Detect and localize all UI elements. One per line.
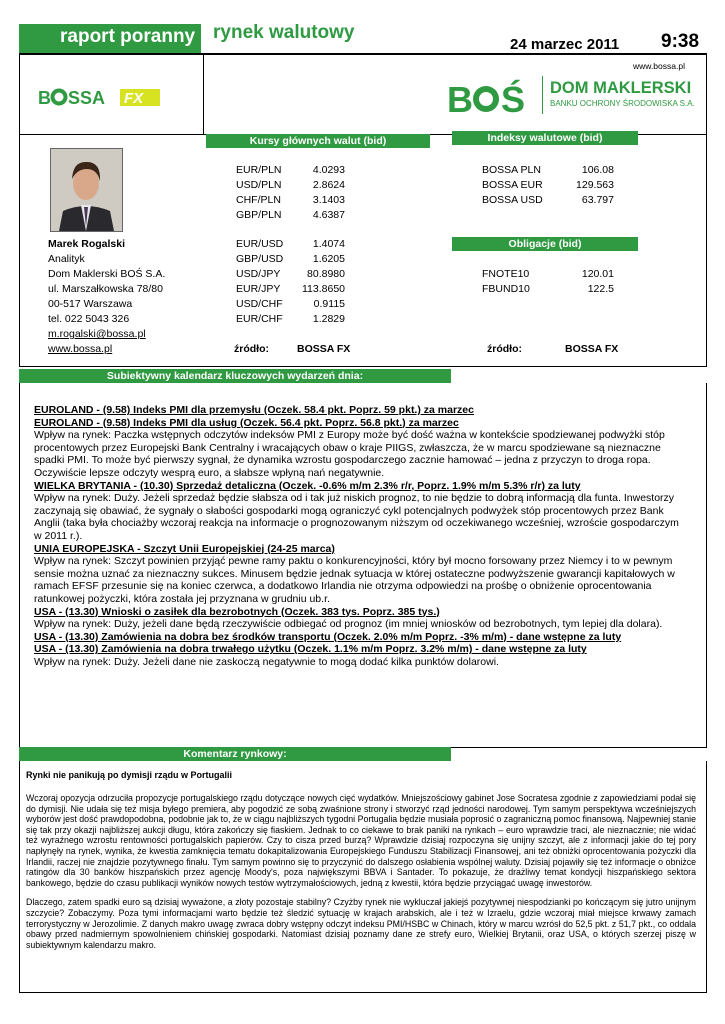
fx-pair: USD/CHF	[236, 298, 283, 310]
commentary-paragraph: Dlaczego, zatem spadki euro są dzisiaj wyważone, a złoty pozostaje stabilny? Czyżby rynek nie wykluczał jakiejś pozytywnej niespodzianki po kończącym się jutro unijnym szczycie? Zobaczymy. Poza tymi informacjami warto będzie też śledzić sytuację w krajach arabskich, ale i też w Izraelu, gdzie wczoraj miał miejsce krwawy zamach terrorystyczny w Jerozolimie. Z danych makro uwagę zwraca dobry wstępny odczyt indeksu PMI/HSBC w Chinach, który w marcu wzrósł do 52,5 pkt. z 51,7 pkt., co oddala obawy przed nadmiernym spowolnieniem chińskiej gospodarki. Natomiast dzisiaj poznamy dane ze strefy euro, Wielkiej Brytanii, oraz USA, o których szerzej piszę w subiektywnym kalendarzu makro.	[26, 897, 696, 950]
bond-name: FBUND10	[482, 283, 530, 295]
svg-text:B: B	[38, 88, 51, 108]
analyst-name: Marek Rogalski	[48, 238, 126, 250]
analyst-company: Dom Maklerski BOŚ S.A.	[48, 268, 166, 280]
section-title: rynek walutowy	[213, 22, 355, 43]
bonds-table-header: Obligacje (bid)	[452, 237, 638, 251]
index-value: 106.08	[581, 164, 614, 176]
fx-table-header: Kursy głównych walut (bid)	[206, 134, 430, 148]
analyst-tel: tel. 022 5043 326	[48, 313, 130, 325]
bond-value: 120.01	[581, 268, 614, 280]
fx-pair: GBP/PLN	[236, 209, 282, 221]
fx-value: 1.2829	[312, 313, 345, 325]
header-website[interactable]: www.bossa.pl	[633, 61, 685, 71]
analyst-www-link[interactable]: www.bossa.pl	[48, 343, 113, 355]
analyst-street: ul. Marszałkowska 78/80	[48, 283, 163, 295]
fx-source-label: źródło:	[234, 343, 269, 355]
bos-logo-divider	[542, 76, 543, 114]
bossafx-logo	[38, 86, 163, 108]
calendar-body	[34, 404, 689, 668]
fx-value: 4.6387	[312, 209, 345, 221]
commentary-headline: Rynki nie panikują po dymisji rządu w Portugalii	[26, 770, 233, 780]
dm-subtitle: BANKU OCHRONY ŚRODOWISKA S.A.	[550, 99, 695, 108]
fx-value: 113.8650	[301, 283, 345, 295]
bonds-source: BOSSA FX	[565, 343, 619, 355]
analyst-email-link[interactable]: m.rogalski@bossa.pl	[48, 328, 146, 340]
fx-value: 3.1403	[312, 194, 345, 206]
fx-pair: EUR/PLN	[236, 164, 282, 176]
index-name: BOSSA EUR	[482, 179, 543, 191]
svg-text:FX: FX	[124, 90, 144, 107]
fx-value: 4.0293	[312, 164, 345, 176]
fx-pair: USD/PLN	[236, 179, 282, 191]
fx-pair: USD/JPY	[236, 268, 281, 280]
fx-pair: CHF/PLN	[236, 194, 281, 206]
event-heading: EUROLAND - (9.58) Indeks PMI dla usług (Oczek. 56.4 pkt. Poprz. 56.8 pkt.) za marzec	[34, 416, 459, 429]
event-impact: Wpływ na rynek: Duży, jeżeli dane będą rzeczywiście odbiegać od prognoz (im mniej wniosków od bezrobotnych, tym lepiej dla dolara).	[34, 618, 663, 631]
fx-value: 2.8624	[312, 179, 345, 191]
event-impact: Wpływ na rynek: Duży. Jeżeli dane nie zaskoczą negatywnie to mogą dodać kilka punktów dolarowi.	[34, 655, 499, 668]
commentary-body	[26, 793, 696, 959]
fx-value: 0.9115	[313, 298, 345, 310]
event-heading: USA - (13.30) Zamówienia na dobra trwałego użytku (Oczek. 1.1% m/m Poprz. 3.2% m/m) - dane wstępne za luty	[34, 643, 587, 656]
analyst-city: 00-517 Warszawa	[48, 298, 133, 310]
event-impact: Wpływ na rynek: Paczka wstępnych odczytów indeksów PMI z Europy może być dość ważna w kontekście spodziewanej podwyżki stóp procentowych przez Europejski Bank Centralny i wracających obaw o kraje PIIGS, zwłaszcza, że w marcu spodziewane są nieznaczne spadki PMI. To może być pierwszy sygnał, że dynamika wzrostu gospodarczego zacznie hamować – jedna z przyczyn to droga ropa. Oczywiście lepsze odczyty wesprą euro, a słabsze wpłyną nań negatywnie.	[34, 429, 665, 479]
bos-logo	[447, 74, 542, 118]
svg-text:B: B	[447, 79, 473, 118]
fx-pair: EUR/JPY	[236, 283, 281, 295]
fx-value: 80.8980	[307, 268, 345, 280]
fx-value: 1.6205	[312, 253, 345, 265]
index-value: 129.563	[576, 179, 614, 191]
index-name: BOSSA PLN	[482, 164, 541, 176]
svg-text:SSA: SSA	[68, 88, 106, 108]
fx-pair: EUR/CHF	[236, 313, 283, 325]
event-impact: Wpływ na rynek: Szczyt powinien przyjąć pewne ramy paktu o konkurencyjności, który był mocno forsowany przez Niemcy i to w pewnym sensie można uznać za nieznaczny sukces. Minusem będzie jednak sytuacja w której ostateczne podwyższenie gwarancji kapitałowych w ramach EFSF przesunie się na koniec czerwca, a dodatkowo Irlandia nie otrzyma odpowiedzi na prośbę o obniżenie oprocentowania ratunkowej pożyczki, która została jej przyznana w grudniu ub.r.	[34, 555, 675, 605]
event-heading: USA - (13.30) Wnioski o zasiłek dla bezrobotnych (Oczek. 383 tys. Poprz. 385 tys.)	[34, 605, 440, 618]
svg-text:Ś: Ś	[501, 79, 526, 118]
event-heading: WIELKA BRYTANIA - (10.30) Sprzedaż detaliczna (Oczek. -0.6% m/m 2.3% r/r, Poprz. 1.9% m/m 5.3% r/r) za luty	[34, 479, 581, 492]
commentary-header: Komentarz rynkowy:	[19, 747, 451, 761]
report-date: 24 marzec 2011	[510, 36, 620, 53]
analyst-photo	[50, 148, 123, 232]
bond-value: 122.5	[587, 283, 614, 295]
fx-pair: EUR/USD	[236, 238, 284, 250]
bond-name: FNOTE10	[482, 268, 530, 280]
logo-divider	[203, 55, 204, 135]
report-time: 9:38	[661, 31, 700, 52]
commentary-paragraph: Wczoraj opozycja odrzuciła propozycje portugalskiego rządu dotyczące nowych cięć wydatków. Mniejszościowy gabinet Jose Socratesa zgodnie z zapowiedziami podał się do dymisji. Nie udała się też misja byłego premiera, aby pogodzić ze sobą zwaśnione strony i stworzyć rząd jedności narodowej. Tym samym perspektywa wcześniejszych wyborów jest dość prawdopodobna, podobnie jak to, że w ciągu najbliższych tygodni Portugalia będzie musiała poprosić o zagraniczną pomoc finansową. Najpewniej stanie się tak przy okazji najbliższej aukcji długu, która zakończy się fiaskiem. Jednak to co ciekawe to brak paniki na rynkach – euro wprawdzie traci, ale nieznacznie; nie widać też wyraźnego wzrostu rentowności portugalskich papierów. Czy to cisza przed burzą? Wprawdzie dzisiaj rozpoczyna się unijny szczyt, ale z informacji jakie do tej pory napłynęły na rynek, wynika, że kwestia zamknięcia tematu dokapitalizowania Europejskiego Funduszu Stabilizacji Finansowej, ani też obniżki oprocentowania pożyczki dla Irlandii, raczej nie znajdzie pozytywnego finału. Tym samym powinno się to przyczynić do dalszego osłabienia wspólnej waluty. Dzisiaj pojawiły się też informacje o obniżce ratingów dla 30 banków hiszpańskich przez agencję Moody's, poza największymi BBVA i Santader. To pokazuje, że drażliwy temat kondycji hiszpańskiego sektora bankowego, będzie do czasu publikacji wyników nowych testów wytrzymałościowych, jedną z kwestii, która będzie przyciągać uwagę inwestorów.	[26, 793, 696, 888]
bonds-source-label: źródło:	[487, 343, 522, 355]
index-name: BOSSA USD	[482, 194, 543, 206]
calendar-header: Subiektywny kalendarz kluczowych wydarzeń dnia:	[19, 369, 451, 383]
dm-title: DOM MAKLERSKI	[550, 79, 692, 97]
index-value: 63.797	[581, 194, 614, 206]
event-heading: EUROLAND - (9.58) Indeks PMI dla przemysłu (Oczek. 58.4 pkt. Poprz. 59 pkt.) za marzec	[34, 404, 474, 416]
fx-pair: GBP/USD	[236, 253, 284, 265]
event-heading: UNIA EUROPEJSKA - Szczyt Unii Europejskiej (24-25 marca)	[34, 542, 335, 555]
analyst-role: Analityk	[48, 253, 85, 265]
fx-source: BOSSA FX	[297, 343, 351, 355]
fx-value: 1.4074	[312, 238, 345, 250]
event-impact: Wpływ na rynek: Duży. Jeżeli sprzedaż będzie słabsza od i tak już niskich prognoz, to nie będzie to dobrą informacją dla funta. Inwestorzy zaczynają się obawiać, że sygnały o słabości gospodarki mogą ograniczyć cykl potencjalnych podwyżek stóp procentowych przez Bank Anglii (taka była chociażby wczoraj reakcja na informacje o prognozowanym niższym od oczekiwanego wcześniej, wzroście gospodarczym w 2011 r.).	[34, 492, 679, 542]
report-type-title: raport poranny	[60, 26, 196, 47]
event-heading: USA - (13.30) Zamówienia na dobra bez środków transportu (Oczek. 2.0% m/m Poprz. -3% m/m) - dane wstępne za luty	[34, 630, 622, 643]
indices-table-header: Indeksy walutowe (bid)	[452, 131, 638, 145]
